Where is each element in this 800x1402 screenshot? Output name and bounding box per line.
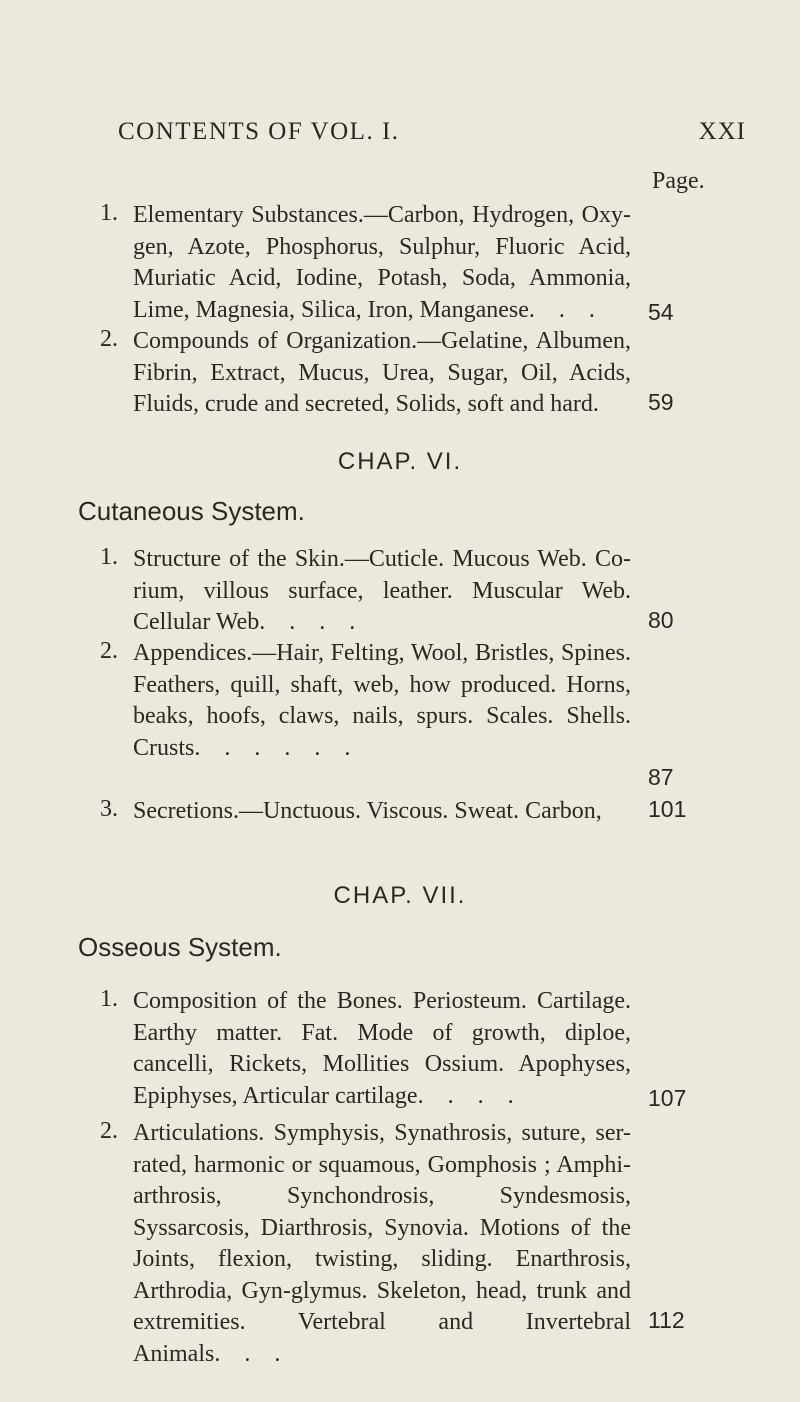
entry-text: Secretions.—Unctuous. Viscous. Sweat. Carbon,: [133, 798, 602, 824]
entry-number: 1.: [100, 986, 118, 1012]
entry-page-number: 80: [648, 607, 674, 633]
page-folio: XXI: [698, 118, 746, 145]
entry-text: Compounds of Organization.—Gelatine, Albumen, Fibrin, Extract, Mucus, Urea, Sugar, Oil, Acids, Fluids, crude and secreted, Solids, soft and hard.: [133, 328, 631, 417]
entry-number: 2.: [100, 638, 118, 664]
entry-text: Appendices.—Hair, Felting, Wool, Bristles, Spines. Feathers, quill, shaft, web, how produced. Horns, beaks, hoofs, claws, nails, spurs. Scales. Shells. Crusts. . . . . .: [133, 640, 631, 761]
entry-number: 2.: [100, 1118, 118, 1144]
entry-page-number: 87: [648, 764, 674, 790]
entry-number: 1.: [100, 200, 118, 226]
entry-number: 1.: [100, 544, 118, 570]
entry-text: Structure of the Skin.—Cuticle. Mucous Web. Co-rium, villous surface, leather. Muscular Web. Cellular Web. . . .: [133, 546, 631, 635]
entry-page-number: 54: [648, 299, 674, 325]
running-title: CONTENTS OF VOL. I.: [118, 118, 400, 145]
chapter-heading: CHAP. VI.: [337, 448, 463, 475]
entry-text: Composition of the Bones. Periosteum. Cartilage. Earthy matter. Fat. Mode of growth, diploe, cancelli, Rickets, Mollities Ossium. Apophyses, Epiphyses, Articular cartilage. . . .: [133, 988, 631, 1109]
entry-page-number: 101: [648, 796, 687, 822]
entry-page-number: 107: [648, 1085, 687, 1111]
section-heading: Cutaneous System.: [78, 496, 305, 526]
page-column-label: Page.: [652, 168, 705, 194]
entry-number: 2.: [100, 326, 118, 352]
section-heading: Osseous System.: [78, 932, 282, 962]
entry-number: 3.: [100, 796, 118, 822]
chapter-heading: CHAP. VII.: [333, 882, 467, 909]
entry-text: Articulations. Symphysis, Synathrosis, suture, ser-rated, harmonic or squamous, Gomphosis ; Amphi-arthrosis, Synchondrosis, Syndesmosis, Syssarcosis, Diarthrosis, Synovia. Motions of the Joints, flexion, twisting, sliding. Enarthrosis, Arthrodia, Gyn-glymus. Skeleton, head, trunk and extremities. Vertebral and Invertebral Animals. . .: [133, 1120, 631, 1367]
running-head: [118, 118, 746, 154]
entry-text: Elementary Substances.—Carbon, Hydrogen, Oxy-gen, Azote, Phosphorus, Sulphur, Fluoric Acid, Muriatic Acid, Iodine, Potash, Soda, Ammonia, Lime, Magnesia, Silica, Iron, Manganese. . .: [133, 202, 631, 323]
entry-page-number: 59: [648, 389, 674, 415]
entry-page-number: 112: [648, 1307, 685, 1333]
